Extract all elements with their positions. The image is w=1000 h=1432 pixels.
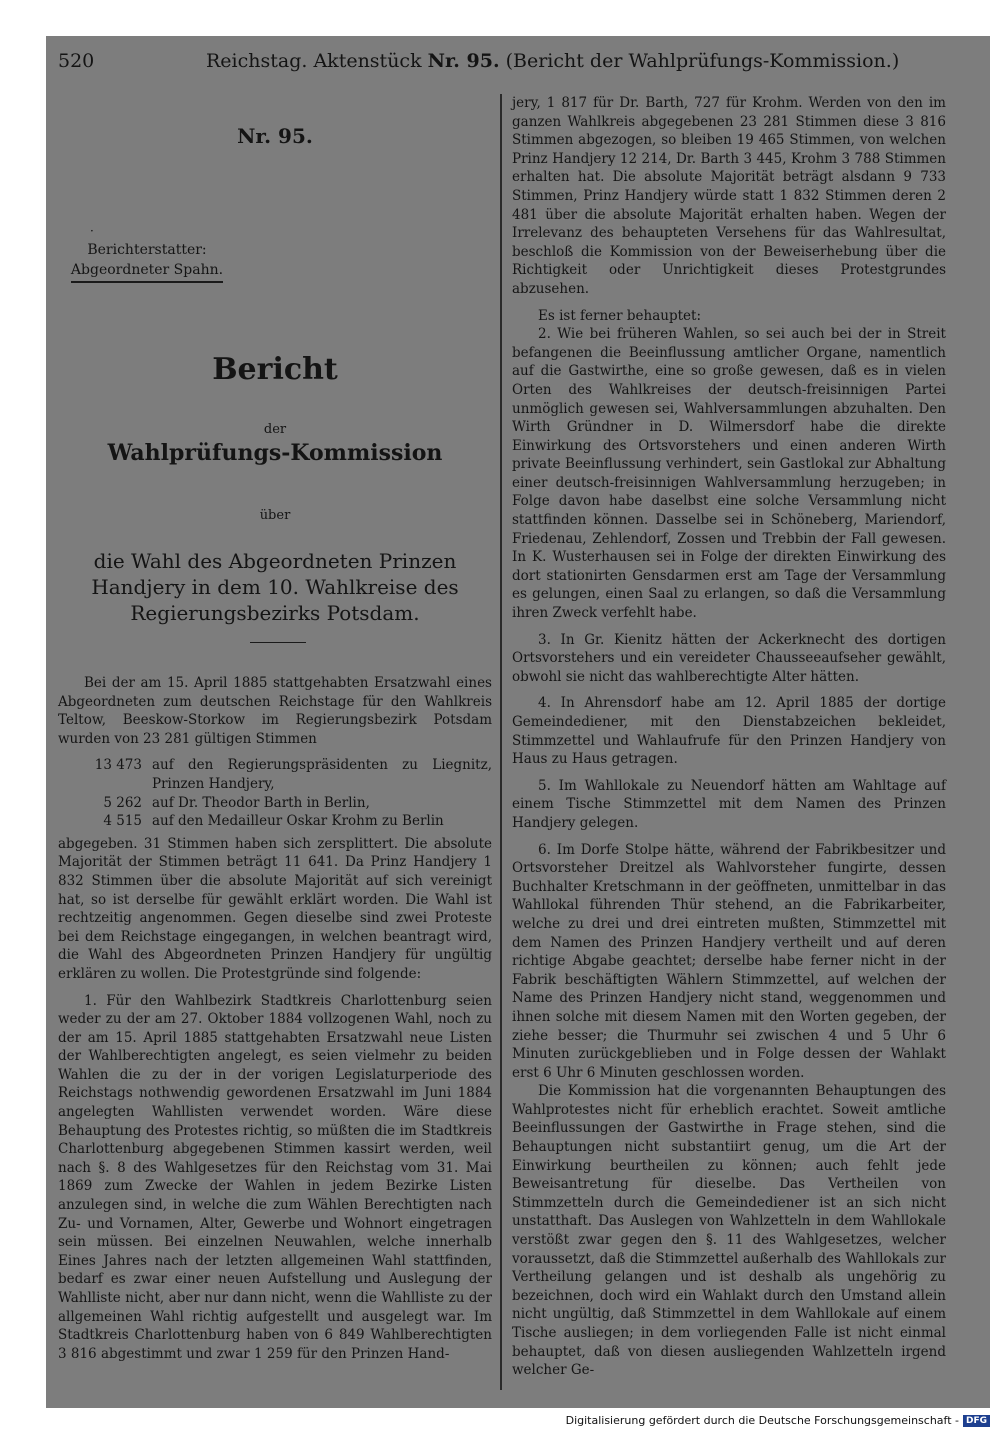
column-divider [500,94,502,1390]
dfg-logo: DFG [963,1415,990,1427]
vote-count: 5 262 [103,794,142,811]
continuation-paragraph: jery, 1 817 für Dr. Barth, 727 für Krohm. Werden von den im ganzen Wahlkreis abgegebenen 23 281 Stimmen diese 3 816 Stimmen abgezogen, so bleiben 19 465 Stimmen, von welchen Prinz Handjery 12 214, Dr. Barth 3 445, Krohm 3 788 Stimmen erhalten hat. Die absolute Majorität beträgt alsdann 9 733 Stimmen, Prinz Handjery würde statt 1 832 Stimmen deren 2 481 über die absolute Majorität erhalten haben. Wegen der Irrelevanz des behaupteten Versehens für das Wahlresultat, beschloß die Kommission von der Beweiserhebung über die Richtigkeit oder Unrichtigkeit dieses Protestgrundes abzusehen. [512,95,946,297]
running-title-suffix: (Bericht der Wahlprüfungs-Kommission.) [499,50,900,72]
running-title-prefix: Reichstag. Aktenstück [206,50,428,72]
credit-text: Digitalisierung gefördert durch die Deutsche Forschungsgemeinschaft - [565,1414,959,1427]
vote-candidate: auf den Regierungspräsidenten zu Liegnitz, Prinzen Handjery, [152,757,492,792]
page-number: 520 [58,50,95,72]
protest-point-1: 1. Für den Wahlbezirk Stadtkreis Charlottenburg seien weder zu der am 27. Oktober 1884 vollzogenen Wahl, noch zu der am 15. April 1885 stattgehabten Ersatzwahl neue Listen der Wahlberechtigten angelegt, es seien vielmehr zu beiden Wahlen die zu der in der vorigen Legislaturperiode des Reichstags nothwendig gewordenen Ersatzwahl im Juni 1884 angelegten Wahllisten verwendet worden. Wäre diese Behauptung des Protestes richtig, so müßten die im Stadtkreis Charlottenburg abgegebenen Stimmen kassirt werden, weil nach §. 8 des Wahlgesetzes für den Reichstag vom 31. Mai 1869 zum Zwecke der Wahlen in jedem Bezirke Listen anzulegen sind, in welche die zum Wählen Berechtigten nach Zu- und Vornamen, Alter, Gewerbe und Wohnort eingetragen sein müssen. Bei einzelnen Neuwahlen, welche innerhalb Eines Jahres nach der letzten allgemeinen Wahl stattfinden, bedarf es zwar einer neuen Aufstellung und Auslegung der Wahlliste nicht, aber nur dann nicht, wenn die Wahlliste zu der allgemeinen Wahl richtig aufgestellt und ausgelegt war. Im Stadtkreis Charlottenburg haben von 6 849 Wahlberechtigten 3 816 abgestimmt und zwar 1 259 für den Prinzen Hand- [58,992,492,1362]
vote-row [58,756,492,793]
rapporteur-name: Abgeordneter Spahn. [71,262,223,283]
page-header [56,46,980,76]
vote-candidate: auf den Medailleur Oskar Krohm zu Berlin [152,813,444,830]
commission-decision-paragraph: Die Kommission hat die vorgenannten Behauptungen des Wahlprotestes nicht für erheblich erachtet. Soweit amtliche Beeinflussungen der Gastwirthe in Frage stehen, sind die Behauptungen nicht substantiirt genug, um die Art der Einwirkung beurtheilen zu können; auch fehlt jede Beweisantretung für dieselbe. Das Vertheilen von Stimmzetteln durch die Gemeindediener ist an sich nicht unstatthaft. Das Auslegen von Wahlzetteln in dem Wahllokale verstößt zwar gegen den §. 11 des Wahlgesetzes, welcher voraussetzt, daß die Stimmzettel außerhalb des Wahllokals zur Vertheilung gelangen und ist deshalb als ungehörig zu bezeichnen, doch wird ein Wahlakt durch den Umstand allein nicht ungültig, daß Stimmzettel in dem Wahllokale auf einem Tische ausliegen; in dem vorliegenden Falle ist nicht einmal behauptet, daß von diesen ausliegenden Wahlzetteln irgend welcher Ge- [512,1083,946,1379]
protest-point-4: 4. In Ahrensdorf habe am 12. April 1885 der dortige Gemeindediener, mit den Dienstabzeichen bekleidet, Stimmzettel und Wahlaufrufe für den Prinzen Handjery von Haus zu Haus getragen. [512,695,946,768]
left-column [58,94,492,1362]
vote-list [58,756,492,830]
vote-count: 4 515 [103,813,142,830]
result-paragraph: abgegeben. 31 Stimmen haben sich zersplittert. Die absolute Majorität der Stimmen beträgt 11 641. Da Prinz Handjery 1 832 Stimmen über die absolute Majorität auf sich vereinigt hat, so ist derselbe für gewählt erklärt worden. Die Wahl ist rechtzeitig angenommen. Gegen dieselbe sind zwei Proteste bei dem Reichstage eingegangen, in welchen beantragt wird, die Wahl des Abgeordneten Prinzen Handjery für ungültig erklären zu wollen. Die Protestgründe sind folgende: [58,835,492,982]
running-title [206,46,899,76]
intro-paragraph: Bei der am 15. April 1885 stattgehabten Ersatzwahl eines Abgeordneten zum deutschen Reichstage für den Wahlkreis Teltow, Beeskow-Storkow im Regierungsbezirk Potsdam wurden von 23 281 gültigen Stimmen [58,675,492,747]
left-body-text [58,674,492,1363]
scanned-page [46,36,990,1408]
document-number: Nr. 95. [237,124,313,148]
title-der: der [263,422,287,437]
protest-point-3: 3. In Gr. Kienitz hätten der Ackerknecht des dortigen Ortsvorstehers und ein vereideter Chausseeaufseher gewählt, obwohl sie nicht das wahlberechtigte Alter hätten. [512,631,946,685]
vote-row [58,812,492,831]
running-title-number: Nr. 95. [427,50,500,72]
title-subject: die Wahl des Abgeordneten Prinzen Handjery in dem 10. Wahlkreise des Regierungsbezirks Potsdam. [91,549,459,625]
rapporteur-label: Berichterstatter: [87,242,207,258]
protest-point-6: 6. Im Dorfe Stolpe hätte, während der Fabrikbesitzer und Ortsvorsteher Dreitzel als Wahlvorsteher fungirte, dessen Buchhalter Kretschmann in der geöffneten, unmittelbar in das Wahllokal führenden Thür stehend, an die Fabrikarbeiter, welche zu drei und drei eintreten mußten, Stimmzettel mit dem Namen des Prinzen Handjery vertheilt und auf deren richtige Abgabe geachtet; derselbe habe ferner nicht in der Fabrik beschäftigten Wählern Stimmzettel, auf welchen der Name des Prinzen Handjery nicht stand, weggenommen und ihnen solche mit diesem Namen mit den Worten gegeben, der ziehe besser; die Thurmuhr sei zwischen 4 und 5 Uhr 6 Minuten zurückgeblieben und in Folge dessen der Wahlakt erst 6 Uhr 6 Minuten geschlossen worden. [512,841,946,1081]
rapporteur-block [58,240,236,280]
stray-mark: · [90,224,94,238]
right-column [512,94,946,1380]
vote-row [58,794,492,813]
title-bericht: Bericht [212,352,338,387]
protest-point-5: 5. Im Wahllokale zu Neuendorf hätten am Wahltage auf einem Tische Stimmzettel mit dem Namen des Prinzen Handjery gelegen. [512,777,946,831]
protest-point-2: 2. Wie bei früheren Wahlen, so sei auch bei der in Streit befangenen die Beeinflussung amtlicher Organe, namentlich auf die Gastwirthe, eine so große gewesen, daß es in vielen Orten des Wahlkreises der deutsch-freisinnigen Partei unmöglich gewesen sei, Wahlversammlungen abzuhalten. Den Wirth Gründner in D. Wilmersdorf habe die direkte Einwirkung des Ortsvorstehers und einen anderen Wirth private Beeinflussung verhindert, sein Gastlokal zur Abhaltung einer deutsch-freisinnigen Wahlversammlung herzugeben; in Folge davon habe daselbst eine solche Versammlung nicht stattfinden können. Dasselbe sei in Schöneberg, Mariendorf, Friedenau, Zehlendorf, Zossen und Trebbin der Fall gewesen. In K. Wusterhausen sei in Folge der direkten Einwirkung des dort stationirten Gensdarmen erst am Tage der Versammlung es gelungen, einen Saal zu erlangen, so daß die Versammlung ihren Zweck verfehlt habe. [512,326,946,622]
further-claims-paragraph: Es ist ferner behauptet: [538,307,702,324]
title-commission: Wahlprüfungs-Kommission [107,440,443,466]
title-ueber: über [259,508,291,523]
vote-candidate: auf Dr. Theodor Barth in Berlin, [152,794,370,811]
digitization-credit [560,1412,990,1430]
vote-count: 13 473 [94,757,142,774]
title-separator [250,642,306,643]
